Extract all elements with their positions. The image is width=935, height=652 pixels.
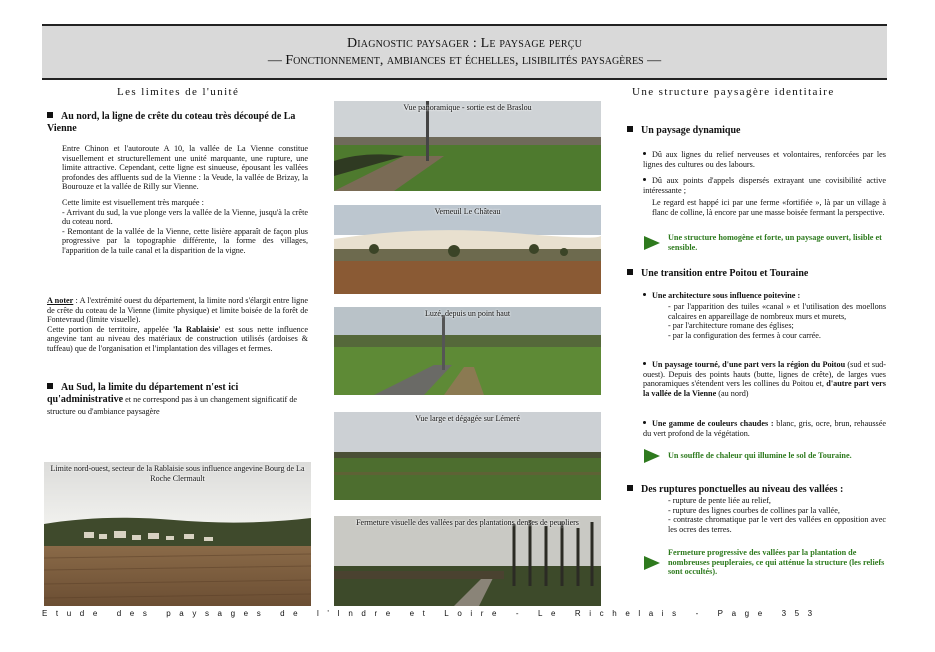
- architecture-item-3: - par la configuration des fermes à cour carrée.: [668, 330, 821, 340]
- photo-caption: Luzé, depuis un point haut: [424, 309, 511, 318]
- ruptures-list: [668, 496, 886, 534]
- square-bullet-icon: [627, 269, 633, 275]
- architecture-item-1: - par l'apparition des tuiles «canal » et l'utilisation des moellons calcaires en appareillage de nombreux murs et murets,: [668, 302, 886, 321]
- photo-verneuil: [334, 205, 601, 294]
- sud-title: Au Sud, la limite du département n'est ici qu'administrative: [47, 382, 239, 405]
- page-footer: Etude des paysages de l'Indre et Loire - Le Richelais - Page 353: [42, 609, 821, 618]
- title-line-1: Diagnostic paysager : Le paysage perçu: [346, 36, 583, 51]
- photo-luze: [334, 307, 601, 395]
- rupture-item-3: - contraste chromatique par le vert des vallées en opposition avec les ocres des terres.: [668, 515, 886, 534]
- photo-image: [334, 205, 601, 294]
- photo-braslou: [334, 101, 601, 191]
- architecture-item-2: - par l'architecture romane des églises;: [668, 321, 794, 331]
- architecture-bullet: Une architecture sous influence poitevine :: [643, 291, 886, 301]
- photo-caption: Vue large et dégagée sur Lémeré: [415, 414, 520, 423]
- left-text-block: [62, 144, 308, 262]
- note-text: : A l'extrémité ouest du département, la limite nord s'élargit entre ligne de crête du coteau de la Vienne (limite physique) et limite boisée de la forêt de Fontevraud (limite visuelle).: [47, 296, 308, 325]
- photo-lemere: [334, 412, 601, 500]
- couleurs-bullet: Une gamme de couleurs chaudes : blanc, gris, ocre, brun, rehaussée du vert profond de la végétation.: [643, 419, 886, 438]
- nord-paragraph-1: Entre Chinon et l'autoroute A 10, la vallée de La Vienne constitue visuellement et structurellement une unité marquante, une rupture, une limite attractive. Cependant, cette ligne est sinueuse, épousant les vallées profondes des affluents sud de la Vienne : la Veude, la vallée de Brizay, la Bourouze et la vallée de Rilly sur Vienne.: [62, 144, 308, 192]
- architecture-list: [668, 302, 886, 340]
- photo-caption: Fermeture visuelle des vallées par des plantations denses de peupliers: [356, 518, 579, 527]
- square-bullet-icon: [47, 383, 53, 389]
- round-bullet-icon: [643, 362, 646, 365]
- photo-peupliers: [334, 516, 601, 606]
- photo-caption: Limite nord-ouest, secteur de la Rablaisie sous influence angevine Bourg de La Roche Clermault: [50, 464, 305, 483]
- photo-image: [334, 307, 601, 395]
- square-bullet-icon: [627, 126, 633, 132]
- round-bullet-icon: [643, 178, 646, 181]
- rablaisie-name: 'la Rablaisie': [173, 324, 221, 334]
- sud-text: et ne correspond pas à un changement significatif de structure ou d'ambiance paysagère: [47, 395, 298, 416]
- section-nord-title: Au nord, la ligne de crête du coteau très découpé de La Vienne: [47, 111, 296, 134]
- green-arrow-icon: [644, 556, 660, 570]
- rablaisie-text-c: est sous nette influence angevine tant au niveau des matériaux de construction utilisés (ardoises & tuffeau) que de l'organisation et l'implantation des villages et fermes.: [47, 324, 308, 353]
- photo-image: [334, 516, 601, 606]
- green-arrow-icon: [644, 236, 660, 250]
- square-bullet-icon: [627, 485, 633, 491]
- nord-paragraph-2: Cette limite est visuellement très marquée :: [62, 197, 204, 207]
- square-bullet-icon: [47, 112, 53, 118]
- dynamique-conclusion: Une structure homogène et forte, un paysage ouvert, lisible et sensible.: [668, 233, 882, 252]
- round-bullet-icon: [643, 421, 646, 424]
- round-bullet-icon: [643, 293, 646, 296]
- photo-caption: Verneuil Le Château: [434, 207, 501, 216]
- section-ruptures-title: Des ruptures ponctuelles au niveau des vallées :: [627, 484, 887, 496]
- right-column-heading: Une structure paysagère identitaire: [632, 86, 835, 98]
- photo-caption: Vue panoramique - sortie est de Braslou: [403, 103, 532, 112]
- title-line-2: — Fonctionnement, ambiances et échelles, lisibilités paysagères —: [267, 53, 662, 68]
- nord-paragraph-3: - Arrivant du sud, la vue plonge vers la vallée de la Vienne, jusqu'à la crête du coteau nord.: [62, 207, 308, 227]
- dynamique-bullet-2b: Le regard est happé ici par une ferme «fortifiée », là par un village à flanc de colline, là encore par une masse boisée fermant la perspective.: [652, 198, 886, 217]
- title-banner: [42, 24, 887, 80]
- photo-image: [334, 412, 601, 500]
- rupture-item-1: - rupture de pente liée au relief,: [668, 496, 771, 505]
- note-label: A noter: [47, 296, 74, 305]
- photo-image: [334, 101, 601, 191]
- paysage-tourne-bullet: Un paysage tourné, d'une part vers la région du Poitou (sud et sud-ouest). Depuis des points hauts (butte, lignes de crête), de larges vues panoramiques s'étendent vers les collines du Poitou et, d'autre part vers la vallée de la Vienne (au nord): [643, 360, 886, 398]
- dynamique-bullet-2: Dû aux points d'appels dispersés extrayant une covisibilité active intéressante ;: [643, 176, 886, 195]
- left-column-heading: Les limites de l'unité: [117, 86, 240, 98]
- section-dynamique-title: Un paysage dynamique: [627, 125, 887, 137]
- dynamique-bullet-1: Dû aux lignes du relief nerveuses et volontaires, renforcées par les lignes des cultures ou des labours.: [643, 150, 886, 169]
- rupture-item-2: - rupture des lignes courbes de collines par la vallée,: [668, 505, 840, 515]
- rablaisie-text-a: Cette portion de territoire, appelée: [47, 324, 174, 334]
- note-block: [47, 296, 308, 354]
- section-sud: [47, 382, 309, 418]
- green-arrow-icon: [644, 449, 660, 463]
- nord-paragraph-4: - Remontant de la vallée de la Vienne, cette lisière apparaît de façon plus progressive par la topographie différente, la forme des villages, l'apparition de la tuile canal et la disparition de la vigne.: [62, 226, 308, 255]
- round-bullet-icon: [643, 152, 646, 155]
- section-transition-title: Une transition entre Poitou et Touraine: [627, 268, 887, 280]
- photo-la-roche-clermault: [44, 462, 311, 606]
- ruptures-conclusion: Fermeture progressive des vallées par la plantation de nombreuses peupleraies, ce qui atténue la structure (les reliefs sont occultés).: [668, 548, 885, 577]
- transition-conclusion: Un souffle de chaleur qui illumine le sol de Touraine.: [668, 451, 852, 460]
